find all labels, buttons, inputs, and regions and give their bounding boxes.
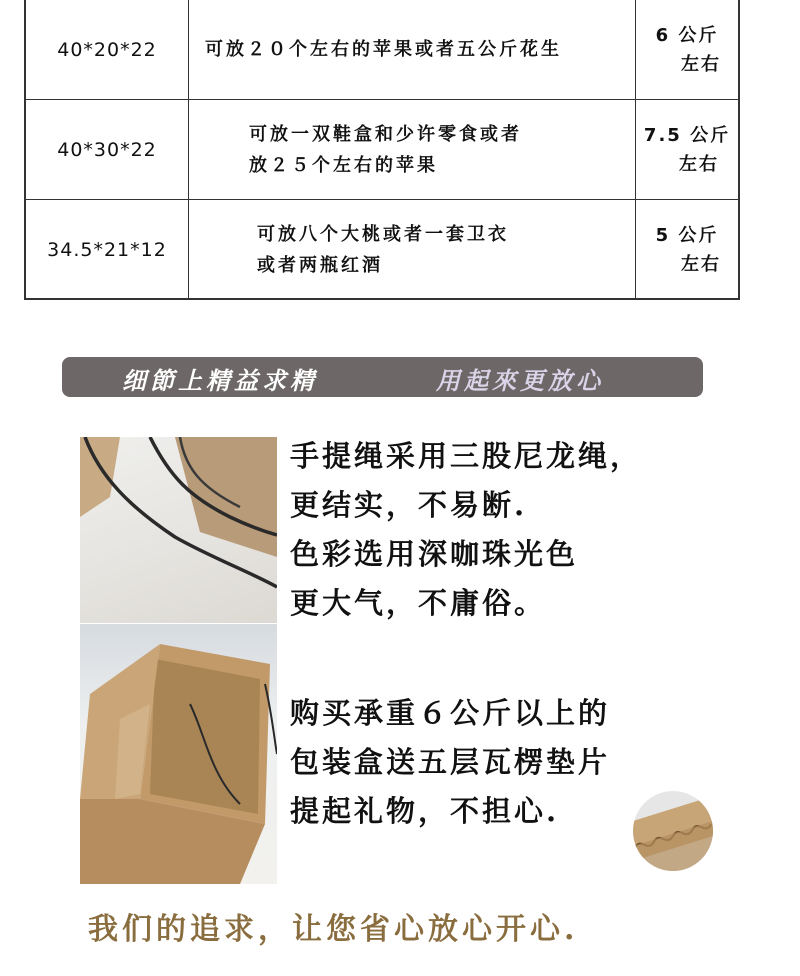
description-cell	[189, 0, 636, 99]
size-cell	[26, 200, 189, 300]
box-description	[290, 689, 610, 836]
text-line: 提起礼物，不担心.	[290, 794, 560, 828]
weight-suffix: 左右	[681, 254, 721, 275]
box-illustration	[80, 624, 277, 884]
weight-cell	[636, 0, 738, 99]
footer-slogan: 我们的追求，让您省心放心开心.	[88, 912, 579, 947]
text-line: 购买承重６公斤以上的	[290, 696, 611, 730]
text-line: 更大气，不庸俗。	[290, 586, 547, 620]
size-table	[24, 0, 740, 300]
description-line: 可放八个大桃或者一套卫衣	[257, 224, 509, 245]
text-line: 更结实，不易断.	[290, 488, 528, 522]
corrugated-pad-photo	[633, 791, 713, 871]
corrugated-illustration	[633, 791, 713, 871]
weight-suffix: 左右	[679, 153, 719, 175]
weight-suffix: 左右	[681, 53, 721, 75]
weight-value: 7.5 公斤	[643, 124, 731, 146]
banner-title-right: 用起來更放心	[436, 366, 604, 395]
description-line: 可放一双鞋盒和少许零食或者	[249, 123, 522, 145]
weight-cell	[636, 100, 738, 199]
description-cell	[189, 200, 636, 300]
text-line: 色彩选用深咖珠光色	[290, 537, 579, 571]
weight-value: 5 公斤	[655, 225, 719, 246]
table-row	[26, 100, 738, 200]
box-photo	[80, 624, 277, 884]
description-cell	[189, 100, 636, 199]
size-cell	[26, 100, 189, 199]
text-line: 手提绳采用三股尼龙绳，	[290, 439, 643, 473]
size-value: 40*30*22	[57, 138, 157, 161]
rope-illustration	[80, 437, 277, 623]
weight-value: 6 公斤	[655, 24, 719, 46]
rope-description	[290, 432, 642, 628]
table-row	[26, 0, 738, 100]
rope-photo	[80, 437, 277, 623]
description-line: 或者两瓶红酒	[257, 255, 383, 276]
size-value: 34.5*21*12	[47, 239, 167, 261]
size-value: 40*20*22	[57, 38, 157, 61]
size-cell	[26, 0, 189, 99]
description-line: 可放２０个左右的苹果或者五公斤花生	[205, 39, 562, 60]
description-line: 放２５个左右的苹果	[249, 154, 438, 176]
weight-cell	[636, 200, 738, 300]
text-line: 包装盒送五层瓦楞垫片	[290, 745, 611, 779]
table-row	[26, 200, 738, 300]
banner-title-left: 细節上精益求精	[122, 366, 318, 395]
section-banner	[62, 357, 703, 397]
